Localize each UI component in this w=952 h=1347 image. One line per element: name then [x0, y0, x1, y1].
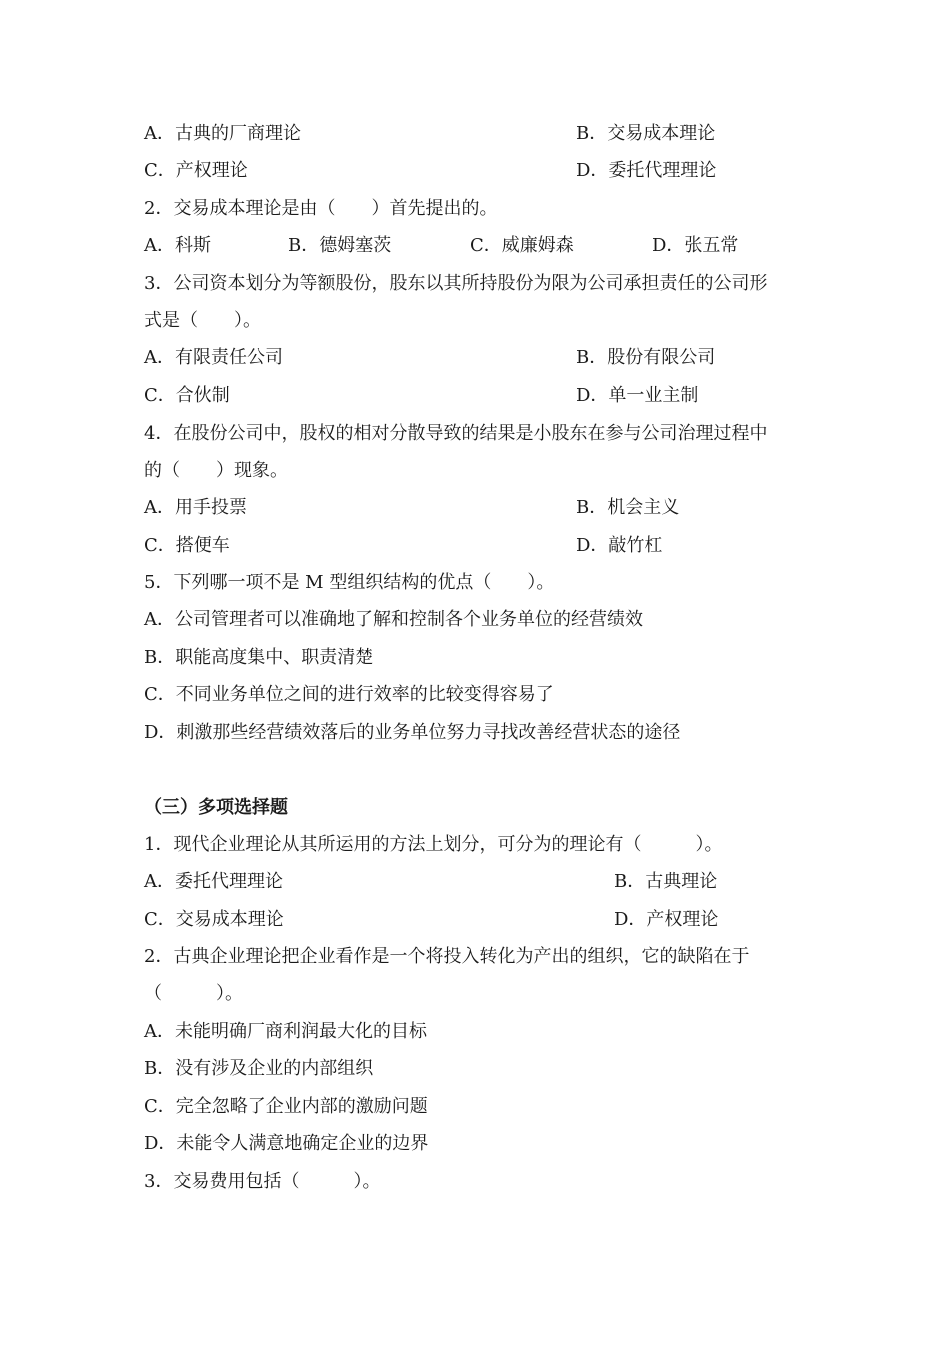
question-text-continued: 的（ ）现象。 — [144, 460, 288, 481]
option-a: A．古典的厂商理论 — [144, 123, 301, 144]
option-c: C．威廉姆森 — [470, 235, 574, 256]
question-text: 3．交易费用包括（ ）。 — [144, 1171, 381, 1192]
option-d: D．刺激那些经营绩效落后的业务单位努力寻找改善经营状态的途径 — [144, 722, 681, 743]
option-b: B．交易成本理论 — [576, 123, 716, 144]
option-d: D．产权理论 — [614, 909, 719, 930]
option-c: C．合伙制 — [144, 385, 230, 406]
section-heading: （三）多项选择题 — [144, 797, 288, 818]
option-c: C．产权理论 — [144, 160, 248, 181]
question-text-continued: 式是（ ）。 — [144, 310, 261, 331]
option-b: B．股份有限公司 — [576, 347, 716, 368]
option-a: A．科斯 — [144, 235, 211, 256]
option-b: B．机会主义 — [576, 497, 680, 518]
option-b: B．没有涉及企业的内部组织 — [144, 1058, 374, 1079]
option-d: D．未能令人满意地确定企业的边界 — [144, 1133, 429, 1154]
option-a: A．用手投票 — [144, 497, 247, 518]
option-b: B．古典理论 — [614, 871, 718, 892]
option-c: C．完全忽略了企业内部的激励问题 — [144, 1096, 428, 1117]
option-d: D．张五常 — [652, 235, 739, 256]
option-a: A．公司管理者可以准确地了解和控制各个业务单位的经营绩效 — [144, 609, 643, 630]
option-d: D．委托代理理论 — [576, 160, 717, 181]
question-text: 5．下列哪一项不是 M 型组织结构的优点（ ）。 — [144, 572, 555, 593]
option-c: C．搭便车 — [144, 535, 230, 556]
option-c: C．不同业务单位之间的进行效率的比较变得容易了 — [144, 684, 554, 705]
question-text: 2．古典企业理论把企业看作是一个将投入转化为产出的组织，它的缺陷在于 — [144, 946, 750, 967]
option-c: C．交易成本理论 — [144, 909, 284, 930]
option-b: B．德姆塞茨 — [288, 235, 392, 256]
question-text: 2．交易成本理论是由（ ）首先提出的。 — [144, 198, 498, 219]
question-text: 1．现代企业理论从其所运用的方法上划分，可分为的理论有（ ）。 — [144, 834, 723, 855]
option-b: B．职能高度集中、职责清楚 — [144, 647, 374, 668]
option-d: D．单一业主制 — [576, 385, 699, 406]
question-text-continued: （ ）。 — [144, 983, 243, 1004]
option-d: D．敲竹杠 — [576, 535, 663, 556]
question-text: 3．公司资本划分为等额股份，股东以其所持股份为限为公司承担责任的公司形 — [144, 273, 768, 294]
question-text: 4．在股份公司中，股权的相对分散导致的结果是小股东在参与公司治理过程中 — [144, 423, 768, 444]
option-a: A．有限责任公司 — [144, 347, 283, 368]
option-a: A．委托代理理论 — [144, 871, 283, 892]
option-a: A．未能明确厂商利润最大化的目标 — [144, 1021, 427, 1042]
